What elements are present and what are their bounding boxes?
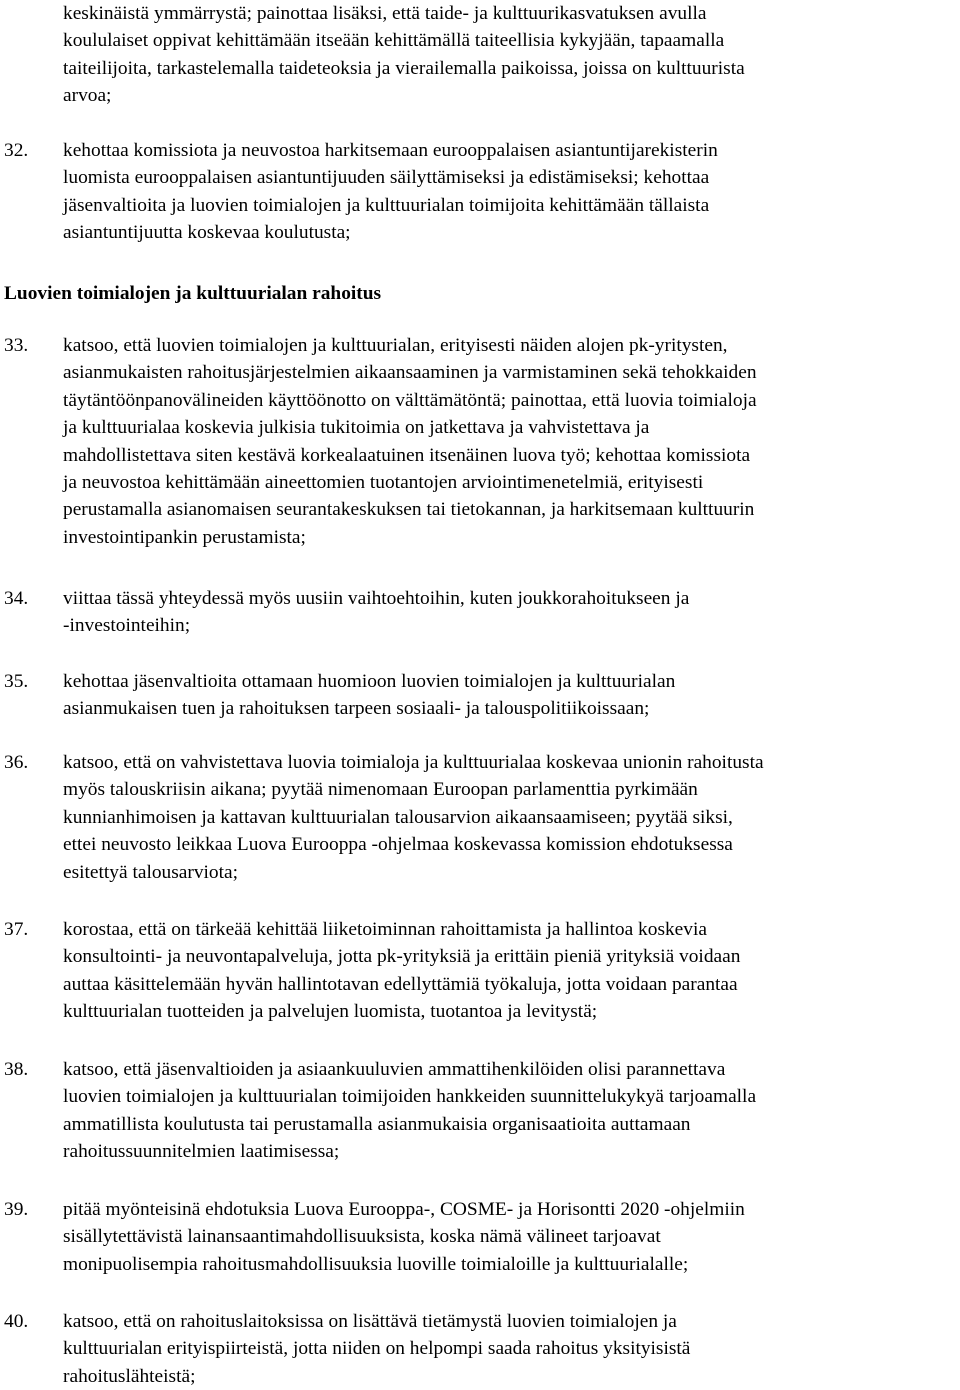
item-number: 36.	[4, 752, 29, 773]
text-line: jäsenvaltioita ja luovien toimialojen ja kulttuurialan toimijoita kehittämään tällaista	[63, 194, 710, 216]
item-number: 39.	[4, 1199, 29, 1220]
text-line: luovien toimialojen ja kulttuurialan toimijoiden hankkeiden suunnittelukykyä tarjoamalla	[63, 1086, 757, 1108]
text-line: ja kulttuurialaa koskevia julkisia tukitoimia on jatkettava ja vahvistettava ja	[63, 417, 650, 439]
text-line: katsoo, että luovien toimialojen ja kulttuurialan, erityisesti näiden alojen pk-yritysten,	[63, 335, 728, 356]
list-item	[63, 1056, 958, 1166]
text-line: kulttuurialan erityispiirteistä, jotta niiden on helpompi saada rahoitus yksityisistä	[63, 1338, 691, 1360]
item-number: 35.	[4, 671, 29, 692]
text-line: ja neuvostoa kehittämään aineettomien tuotantojen arviointimenetelmiä, erityisesti	[63, 472, 704, 494]
text-line: esitettyä talousarviota;	[63, 861, 238, 883]
text-line: katsoo, että on vahvistettava luovia toimialoja ja kulttuurialaa koskevaa unionin rahoitusta	[63, 752, 764, 773]
item-number: 32.	[4, 140, 29, 161]
text-line: kulttuurialan tuotteiden ja palvelujen luomista, tuotantoa ja levitystä;	[63, 1001, 598, 1023]
text-line: täytäntöönpanovälineiden käyttöönotto on välttämätöntä; painottaa, että luovia toimialoja	[63, 389, 757, 411]
item-number: 37.	[4, 919, 29, 940]
list-item	[63, 1308, 958, 1390]
text-line: asianmukaisten rahoitusjärjestelmien aikaansaaminen ja varmistaminen sekä tehokkaiden	[63, 362, 757, 384]
text-line: monipuolisempia rahoitusmahdollisuuksia luoville toimialoille ja kulttuurialalle;	[63, 1253, 689, 1275]
text-line: kehottaa jäsenvaltioita ottamaan huomioon luovien toimialojen ja kulttuurialan	[63, 671, 676, 692]
text-line: pitää myönteisinä ehdotuksia Luova Eurooppa-, COSME- ja Horisontti 2020 -ohjelmiin	[63, 1199, 745, 1220]
text-line: katsoo, että jäsenvaltioiden ja asiaankuuluvien ammattihenkilöiden olisi parannettava	[63, 1059, 726, 1080]
list-item	[63, 137, 958, 247]
text-line: kehottaa komissiota ja neuvostoa harkitsemaan eurooppalaisen asiantuntijarekisterin	[63, 140, 718, 161]
item-number: 40.	[4, 1311, 29, 1332]
list-item	[63, 749, 958, 886]
text-line: keskinäistä ymmärrystä; painottaa lisäksi, että taide- ja kulttuurikasvatuksen avulla	[63, 3, 707, 24]
text-line: taiteilijoita, tarkastelemalla taideteoksia ja vierailemalla paikoissa, joissa on kulttuurista	[63, 57, 745, 79]
text-line: arvoa;	[63, 85, 112, 107]
text-line: katsoo, että on rahoituslaitoksissa on lisättävä tietämystä luovien toimialojen ja	[63, 1311, 677, 1332]
list-item	[63, 1196, 958, 1278]
text-line: viittaa tässä yhteydessä myös uusiin vaihtoehtoihin, kuten joukkorahoitukseen ja	[63, 588, 690, 609]
text-line: asiantuntijuutta koskevaa koulutusta;	[63, 222, 351, 244]
text-line: asianmukaisen tuen ja rahoituksen tarpeen sosiaali- ja talouspolitiikoissaan;	[63, 698, 650, 720]
list-item	[63, 916, 958, 1026]
list-item	[63, 668, 958, 723]
list-item	[63, 332, 958, 551]
text-line: investointipankin perustamista;	[63, 526, 306, 548]
text-line: konsultointi- ja neuvontapalveluja, jotta pk-yrityksiä ja erittäin pieniä yrityksiä voidaan	[63, 946, 741, 968]
text-line: rahoitussuunnitelmien laatimisessa;	[63, 1141, 340, 1163]
text-line: luomista eurooppalaisen asiantuntijuuden säilyttämiseksi ja edistämiseksi; kehottaa	[63, 167, 710, 189]
text-line: sisällytettävistä lainansaantimahdollisuuksista, koska nämä välineet tarjoavat	[63, 1226, 661, 1248]
text-line: ammatillista koulutusta tai perustamalla asianmukaisia organisaatioita auttamaan	[63, 1113, 691, 1135]
text-line: koululaiset oppivat kehittämään itseään kehittämällä taiteellisia kykyjään, tapaamalla	[63, 30, 725, 52]
text-line: ettei neuvosto leikkaa Luova Eurooppa -ohjelmaa koskevassa komission ehdotuksessa	[63, 834, 733, 856]
text-line: kunnianhimoisen ja kattavan kulttuurialan talousarvion aikaansaamiseen; pyytää siksi,	[63, 806, 733, 828]
text-line: mahdollistettava siten kestävä korkealaatuinen itsenäinen luova työ; kehottaa komissiota	[63, 444, 751, 466]
text-line: rahoituslähteistä;	[63, 1365, 196, 1387]
text-line: korostaa, että on tärkeää kehittää liiketoiminnan rahoittamista ja hallintoa koskevia	[63, 919, 707, 940]
section-heading: Luovien toimialojen ja kulttuurialan rahoitus	[4, 283, 382, 304]
item-number: 34.	[4, 588, 29, 609]
text-line: -investointeihin;	[63, 615, 191, 637]
text-line: myös talouskriisin aikana; pyytää nimenomaan Euroopan parlamenttia pyrkimään	[63, 779, 698, 801]
text-line: perustamalla asianomaisen seurantakeskuksen tai tietokannan, ja harkitsemaan kulttuurin	[63, 499, 755, 521]
text-line: auttaa käsittelemään hyvän hallintotavan edellyttämiä työkaluja, jotta voidaan parantaa	[63, 973, 738, 995]
intro-paragraph	[63, 0, 958, 110]
item-number: 33.	[4, 335, 29, 356]
item-number: 38.	[4, 1059, 29, 1080]
list-item	[63, 585, 958, 640]
